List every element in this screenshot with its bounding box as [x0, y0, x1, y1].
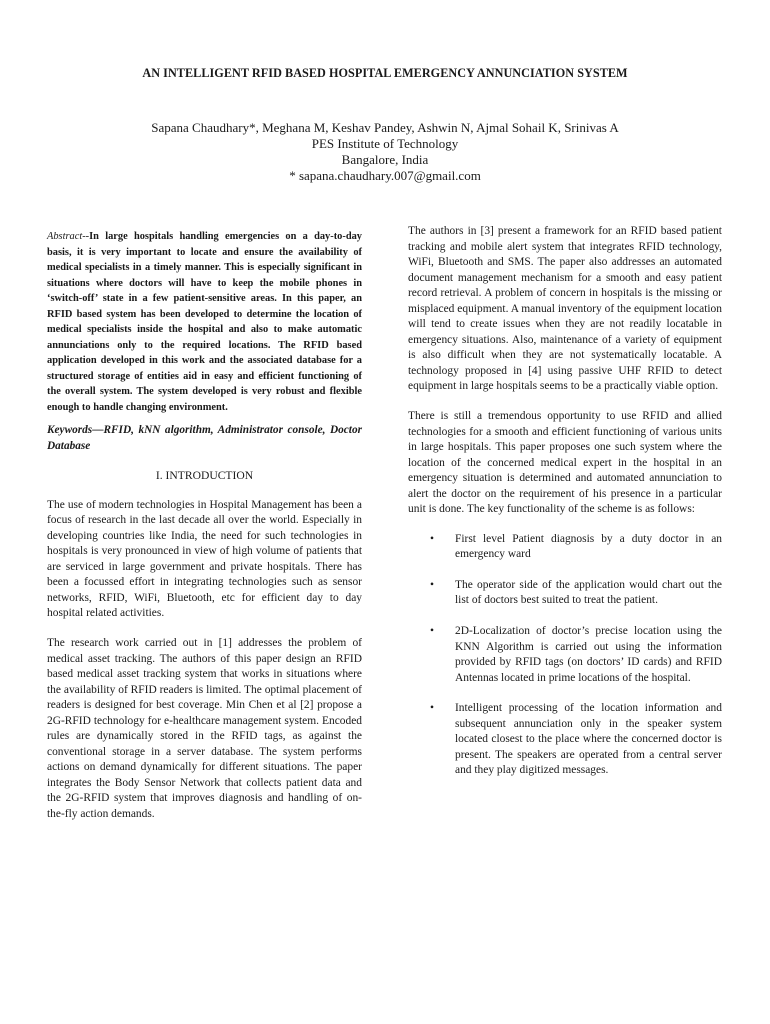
contact-email: * sapana.chaudhary.007@gmail.com: [289, 168, 481, 183]
abstract: [47, 229, 362, 415]
intro-paragraph-2: The research work carried out in [1] addresses the problem of medical asset tracking. The authors of this paper design an RFID based medical asset tracking system that works in situations where the availability of RFID readers is limited. The optimal placement of readers is designed for best coverage. Min Chen et al [2] propose a 2G-RFID technology for e-healthcare management system. Encoded rules are dynamically stored in the RFID tags, as against the conventional storage in a server database. The system performs actions on demand dynamically for different situations. The paper integrates the Body Sensor Network that collects patient data and the 2G-RFID system that improves diagnosis and handling of on-the-fly action demands.: [47, 637, 362, 821]
list-item: [408, 701, 722, 779]
author-block: [0, 120, 770, 184]
list-item-text: The operator side of the application would chart out the list of doctors best suited to treat the patient.: [455, 578, 722, 607]
list-item: [408, 578, 722, 609]
list-item: [408, 624, 722, 686]
bullet-icon: •: [430, 578, 435, 591]
bullet-icon: •: [430, 625, 435, 638]
intro-paragraph-1: The use of modern technologies in Hospital Management has been a focus of research in the last decade all over the world. Especially in developing countries like India, the need for such technologies in hospitals is very pronounced in view of high volume of patients that are serviced in large government and private hospitals. There has been a focussed effort in integrating technologies such as sensor networks, RFID, WiFi, Bluetooth, etc for efficient day to day hospital related activities.: [47, 498, 362, 620]
keywords: Keywords—RFID, kNN algorithm, Administrator console, Doctor Database: [47, 424, 362, 452]
paper-title: AN INTELLIGENT RFID BASED HOSPITAL EMERGENCY ANNUNCIATION SYSTEM: [142, 66, 628, 80]
right-column: [408, 224, 722, 794]
abstract-text: In large hospitals handling emergencies on a day-to-day basis, it is very important to locate and ensure the availability of medical specialists in a timely manner. This is especially significant in situations where doctors will have to keep the mobile phones in ‘switch-off’ state in a few patient-sensitive areas. In this paper, an RFID based system has been developed to determine the location of medical specialists inside the hospital and also to make automatic annunciations only to the required locations. The RFID based application developed in this work and the associated database for a structured storage of entities aid in easy and efficient functioning of the overall system. The system developed is very robust and flexible enough to handle changing environment.: [47, 231, 362, 413]
list-item-text: First level Patient diagnosis by a duty doctor in an emergency ward: [455, 532, 722, 561]
list-item: [408, 532, 722, 563]
bullet-icon: •: [430, 532, 435, 545]
affiliation: PES Institute of Technology: [311, 136, 459, 151]
bullet-icon: •: [430, 702, 435, 715]
section-heading-introduction: I. INTRODUCTION: [155, 469, 254, 483]
left-column: [47, 224, 362, 837]
abstract-label: Abstract--: [47, 231, 90, 242]
right-paragraph-1: The authors in [3] present a framework for an RFID based patient tracking and mobile alert system that integrates RFID technology, WiFi, Bluetooth and SMS. The paper also addresses an automated document management mechanism for a smooth and easy patient record retrieval. A problem of concern in hospitals is the missing or misplaced equipment. A manual inventory of the equipment location will tend to create issues when they are not readily locatable in emergency situations. Also, maintenance of a variety of equipment is also difficult when they are not systematically locatable. A technology proposed in [4] using passive UHF RFID to detect equipment in large hospitals seems to be a practically viable option.: [408, 225, 722, 393]
author-list: Sapana Chaudhary*, Meghana M, Keshav Pandey, Ashwin N, Ajmal Sohail K, Srinivas A: [151, 120, 619, 135]
key-functionality-list: [408, 532, 722, 779]
list-item-text: Intelligent processing of the location information and subsequent annunciation only in the speaker system located closest to the place where the concerned doctor is present. The speakers are operated from a central server and they play digitized messages.: [455, 702, 722, 777]
list-item-text: 2D-Localization of doctor’s precise location using the KNN Algorithm is carried out using the information provided by RFID tags (on doctors’ ID cards) and RFID Antennas located in prime locations of the hospital.: [455, 625, 722, 684]
location: Bangalore, India: [341, 152, 429, 167]
right-paragraph-2: There is still a tremendous opportunity to use RFID and allied technologies for a smooth and efficient functioning of various units in large hospitals. This paper proposes one such system where the location of the concerned medical expert in the hospital in an emergency situation is determined and automated annunciation to alert the doctor on the requirement of his presence in a particular unit is done. The key functionality of the scheme is as follows:: [408, 410, 722, 516]
